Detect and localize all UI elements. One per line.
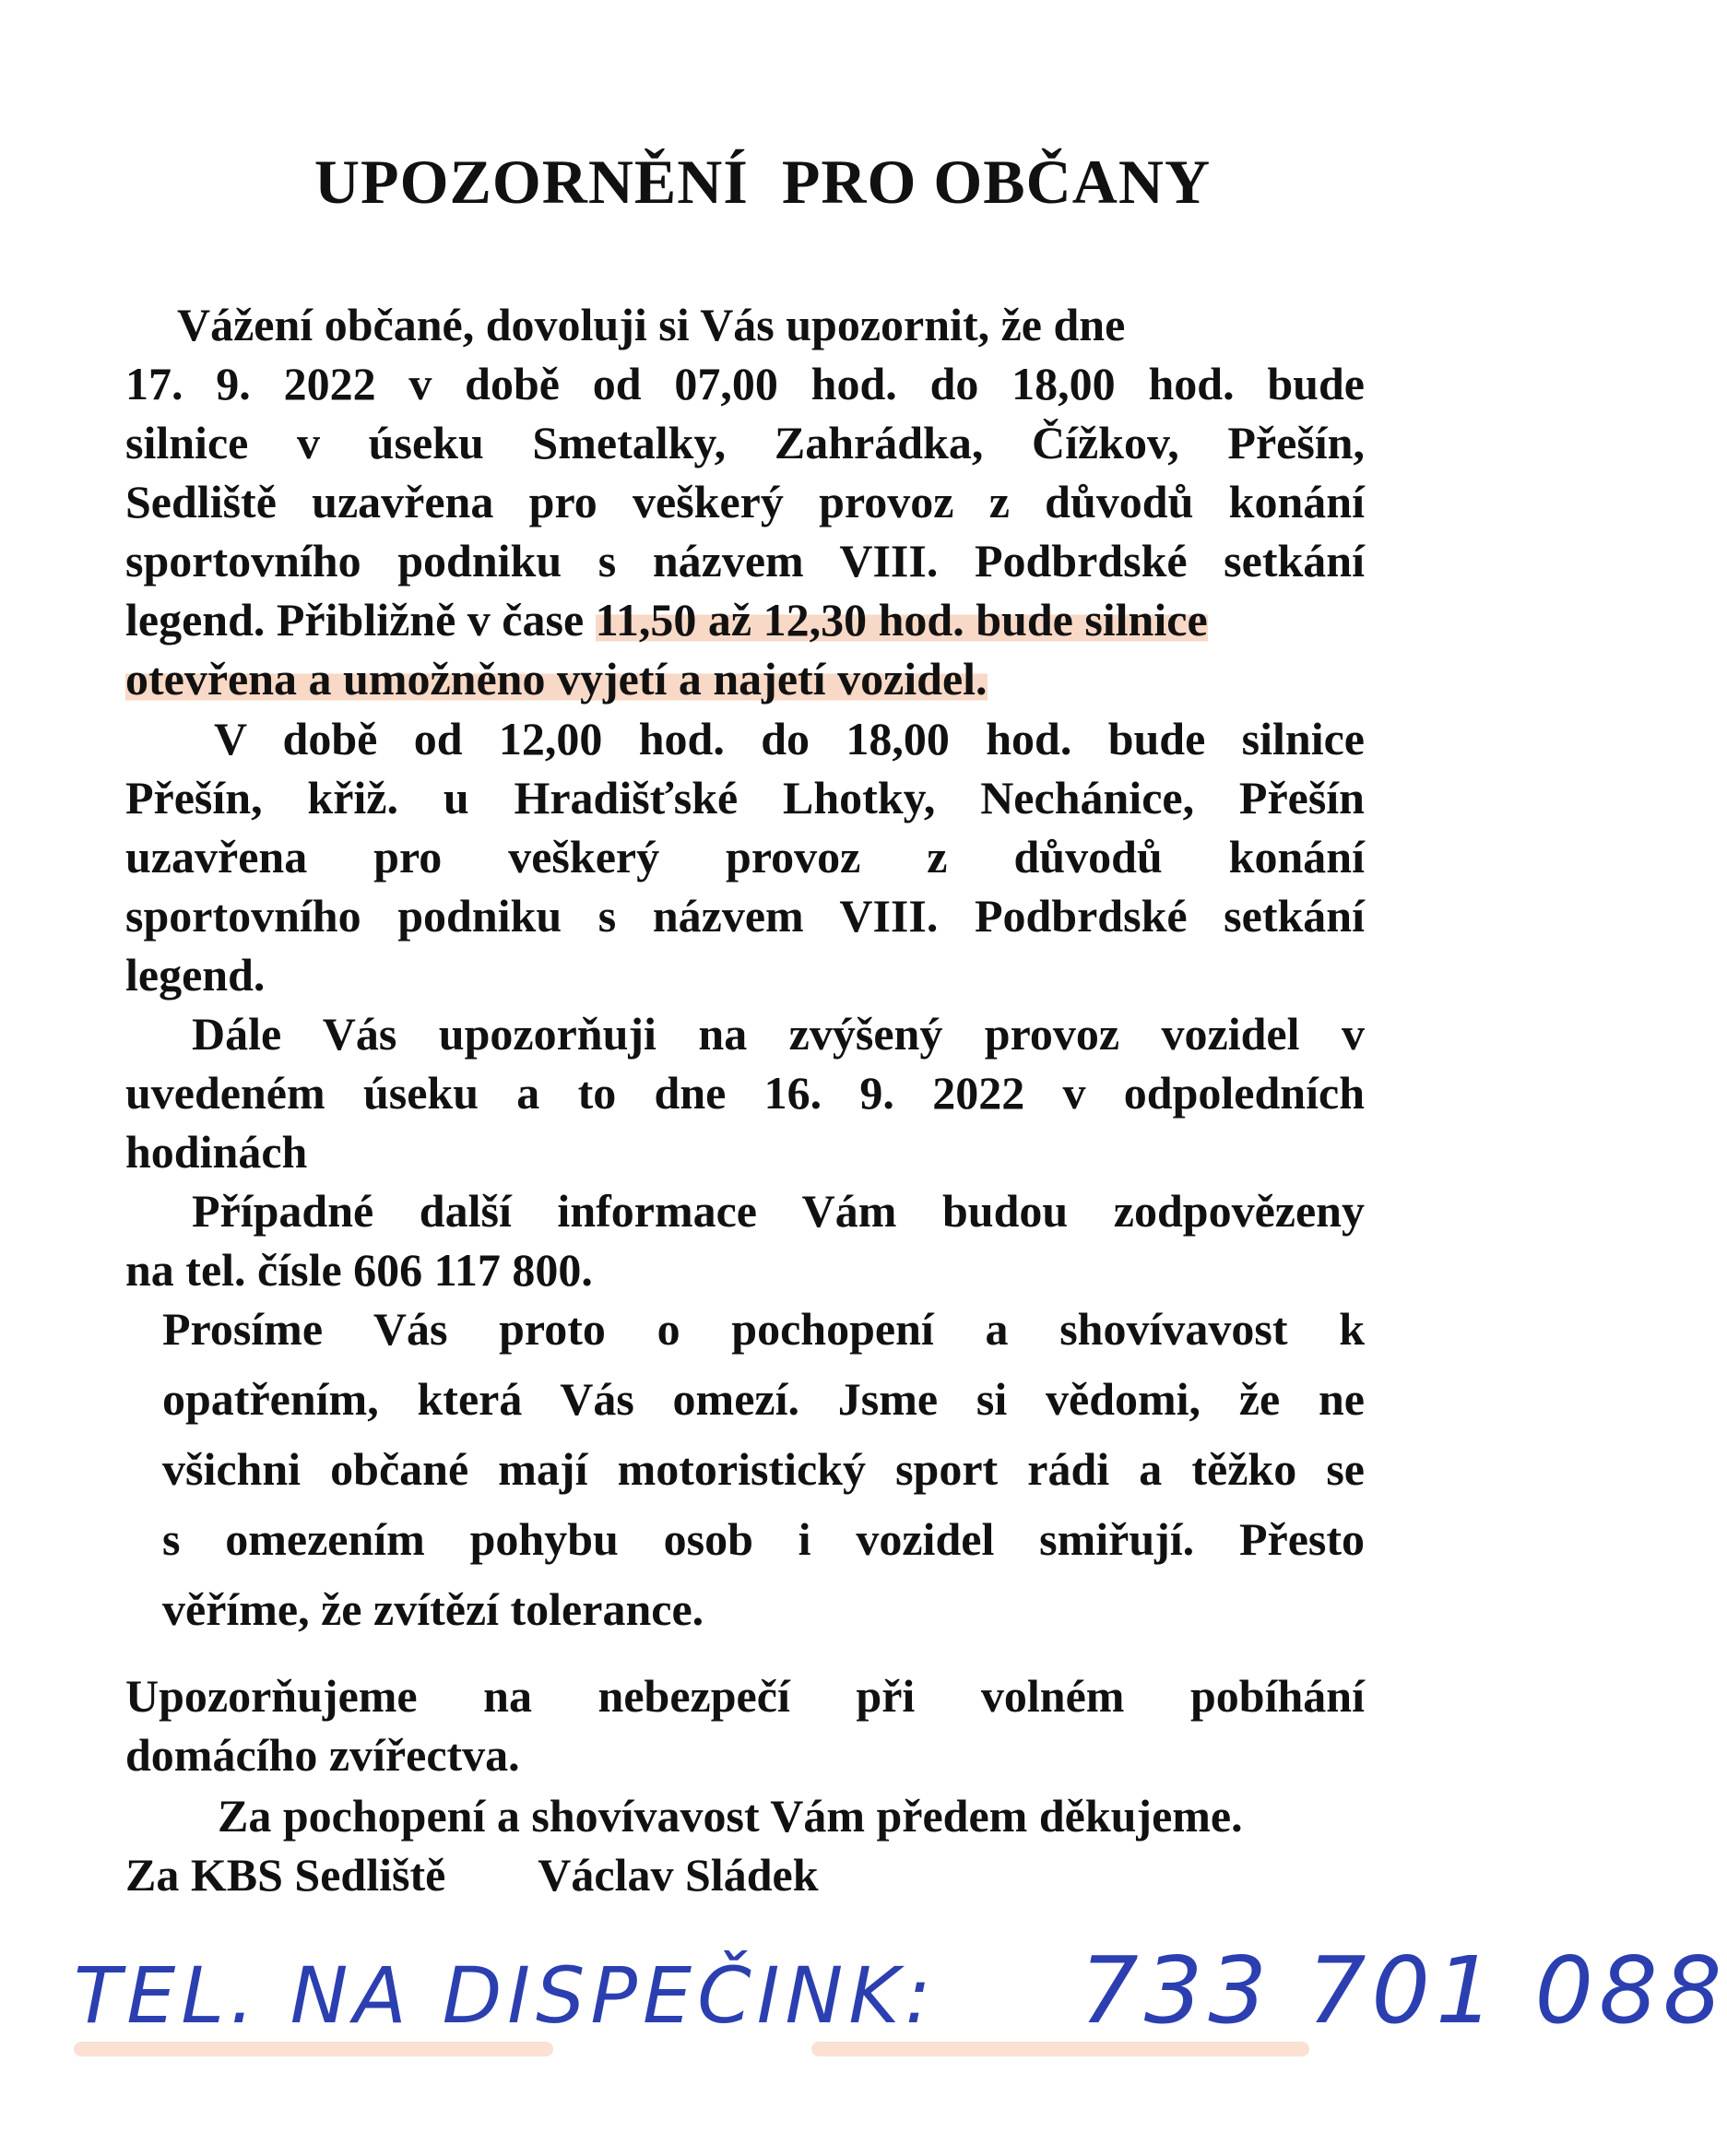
text-line: silnice v úseku Smetalky, Zahrádka, Čížkov, Přešín, (125, 417, 1365, 468)
highlighted-text: 11,50 až 12,30 hod. bude silnice (595, 594, 1208, 646)
text-line: všichni občané mají motoristický sport rádi a těžko se (162, 1443, 1365, 1495)
text-line: sportovního podniku s názvem VIII. Podbrdské setkání (125, 890, 1365, 942)
text-line: Upozorňujeme na nebezpečí při volném pobíhání (125, 1670, 1365, 1722)
paragraph-road-closure-1 (125, 295, 1365, 708)
text-line: Přešín, křiž. u Hradišťské Lhotky, Nechánice, Přešín (125, 772, 1365, 823)
text-line: 17. 9. 2022 v době od 07,00 hod. do 18,00 hod. bude (125, 358, 1365, 409)
text-line: Dále Vás upozorňuji na zvýšený provoz vozidel v (192, 1008, 1365, 1060)
paragraph-traffic-warning (125, 1004, 1365, 1181)
text-line: uzavřena pro veškerý provoz z důvodů konání (125, 831, 1365, 883)
text-line: domácího zvířectva. (125, 1729, 520, 1781)
text-line: V době od 12,00 hod. do 18,00 hod. bude silnice (214, 713, 1365, 764)
closing-signature (125, 1786, 1365, 1904)
handwritten-label: TEL. NA DISPEČINK: (74, 1950, 937, 2041)
text-line: Případné další informace Vám budou zodpovězeny (192, 1185, 1365, 1237)
page-title: UPOZORNĚNÍ PRO OBČANY (313, 147, 1212, 217)
text-line: opatřením, která Vás omezí. Jsme si vědomi, že ne (162, 1373, 1365, 1425)
signature-line (125, 1845, 1365, 1904)
paragraph-contact-info (125, 1181, 1365, 1299)
closing-thanks: Za pochopení a shovívavost Vám předem děkujeme. (218, 1790, 1243, 1842)
paragraph-road-closure-2 (125, 709, 1365, 1004)
handwritten-note (74, 1937, 1727, 2066)
text-line: Prosíme Vás proto o pochopení a shovívavost k (162, 1303, 1365, 1355)
text-line: na tel. čísle 606 117 800. (125, 1244, 593, 1296)
text-line: legend. (125, 949, 266, 1001)
text-line: s omezením pohybu osob i vozidel smiřují. Přesto (162, 1513, 1365, 1565)
text-line: Sedliště uzavřena pro veškerý provoz z důvodů konání (125, 476, 1365, 527)
text-line (125, 649, 1365, 708)
text-line: sportovního podniku s názvem VIII. Podbrdské setkání (125, 535, 1365, 586)
paragraph-animals-warning (125, 1666, 1365, 1784)
text-line (125, 590, 1365, 649)
text-fragment: legend. Přibližně v čase (125, 594, 596, 646)
handwritten-phone-number: 733 701 088 (1080, 1937, 1727, 2044)
text-line: Vážení občané, dovoluji si Vás upozornit, že dne (177, 299, 1126, 350)
text-line: uvedeném úseku a to dne 16. 9. 2022 v odpoledních (125, 1067, 1365, 1119)
text-line: věříme, že zvítězí tolerance. (162, 1583, 704, 1635)
signature-name: Václav Sládek (538, 1849, 819, 1901)
text-line: hodinách (125, 1126, 308, 1178)
paragraph-apology (162, 1294, 1365, 1644)
signature-org: Za KBS Sedliště (125, 1849, 446, 1901)
highlighted-text: otevřena a umožněno vyjetí a najetí vozidel. (125, 653, 988, 705)
